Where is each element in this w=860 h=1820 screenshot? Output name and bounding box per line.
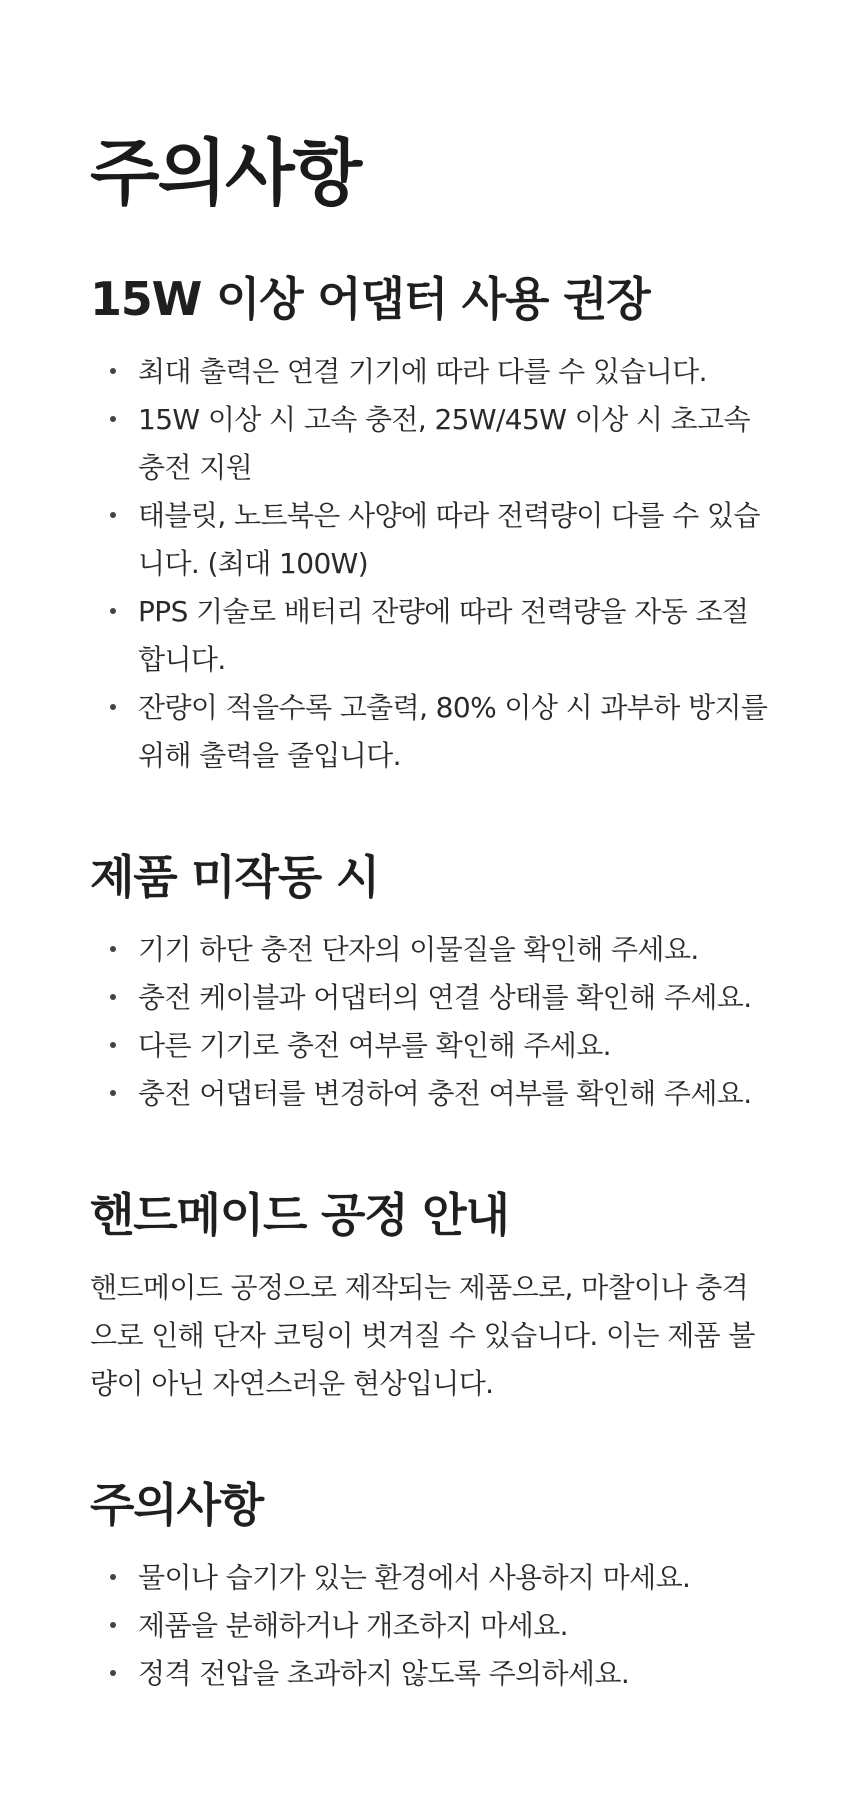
bullet-dot-icon <box>110 512 116 518</box>
list-item-text: 정격 전압을 초과하지 않도록 주의하세요. <box>138 1657 630 1690</box>
list-item <box>90 1554 770 1602</box>
bullet-dot-icon <box>110 1622 116 1628</box>
section-title-adapter: 15W 이상 어댑터 사용 권장 <box>90 272 650 326</box>
bullet-dot-icon <box>110 1670 116 1676</box>
bullet-dot-icon <box>110 368 116 374</box>
adapter-bullet-list <box>90 348 770 780</box>
list-item <box>90 1022 770 1070</box>
section-malfunction <box>90 848 770 1118</box>
section-title-caution: 주의사항 <box>90 1478 263 1532</box>
bullet-dot-icon <box>110 946 116 952</box>
bullet-dot-icon <box>110 608 116 614</box>
caution-bullet-list <box>90 1554 770 1698</box>
list-item-text: 충전 어댑터를 변경하여 충전 여부를 확인해 주세요. <box>138 1077 752 1110</box>
list-item-text: 충전 케이블과 어댑터의 연결 상태를 확인해 주세요. <box>138 981 752 1014</box>
section-handmade-notice <box>90 1186 770 1408</box>
list-item-text: PPS 기술로 배터리 잔량에 따라 전력량을 자동 조절합니다. <box>138 595 749 676</box>
section-caution <box>90 1476 770 1698</box>
list-item-text: 다른 기기로 충전 여부를 확인해 주세요. <box>138 1029 611 1062</box>
list-item <box>90 348 770 396</box>
malfunction-bullet-list <box>90 926 770 1118</box>
page-title: 주의사항 <box>90 131 361 215</box>
bullet-dot-icon <box>110 1042 116 1048</box>
list-item-text: 잔량이 적을수록 고출력, 80% 이상 시 과부하 방지를 위해 출력을 줄입니다. <box>138 691 768 772</box>
handmade-paragraph: 핸드메이드 공정으로 제작되는 제품으로, 마찰이나 충격으로 인해 단자 코팅이 벗겨질 수 있습니다. 이는 제품 불량이 아닌 자연스러운 현상입니다. <box>90 1271 755 1400</box>
bullet-dot-icon <box>110 704 116 710</box>
list-item-text: 15W 이상 시 고속 충전, 25W/45W 이상 시 초고속 충전 지원 <box>138 403 750 484</box>
list-item-text: 기기 하단 충전 단자의 이물질을 확인해 주세요. <box>138 933 699 966</box>
list-item <box>90 926 770 974</box>
list-item <box>90 974 770 1022</box>
bullet-dot-icon <box>110 1574 116 1580</box>
list-item <box>90 492 770 588</box>
list-item <box>90 396 770 492</box>
list-item <box>90 1602 770 1650</box>
list-item <box>90 684 770 780</box>
list-item-text: 최대 출력은 연결 기기에 따라 다를 수 있습니다. <box>138 355 707 388</box>
list-item <box>90 1650 770 1698</box>
list-item <box>90 588 770 684</box>
list-item-text: 물이나 습기가 있는 환경에서 사용하지 마세요. <box>138 1561 691 1594</box>
section-adapter-recommendation <box>90 270 770 780</box>
bullet-dot-icon <box>110 994 116 1000</box>
bullet-dot-icon <box>110 1090 116 1096</box>
section-title-handmade: 핸드메이드 공정 안내 <box>90 1188 509 1242</box>
bullet-dot-icon <box>110 416 116 422</box>
list-item <box>90 1070 770 1118</box>
section-title-malfunction: 제품 미작동 시 <box>90 850 380 904</box>
list-item-text: 제품을 분해하거나 개조하지 마세요. <box>138 1609 568 1642</box>
list-item-text: 태블릿, 노트북은 사양에 따라 전력량이 다를 수 있습니다. (최대 100W) <box>138 499 760 580</box>
